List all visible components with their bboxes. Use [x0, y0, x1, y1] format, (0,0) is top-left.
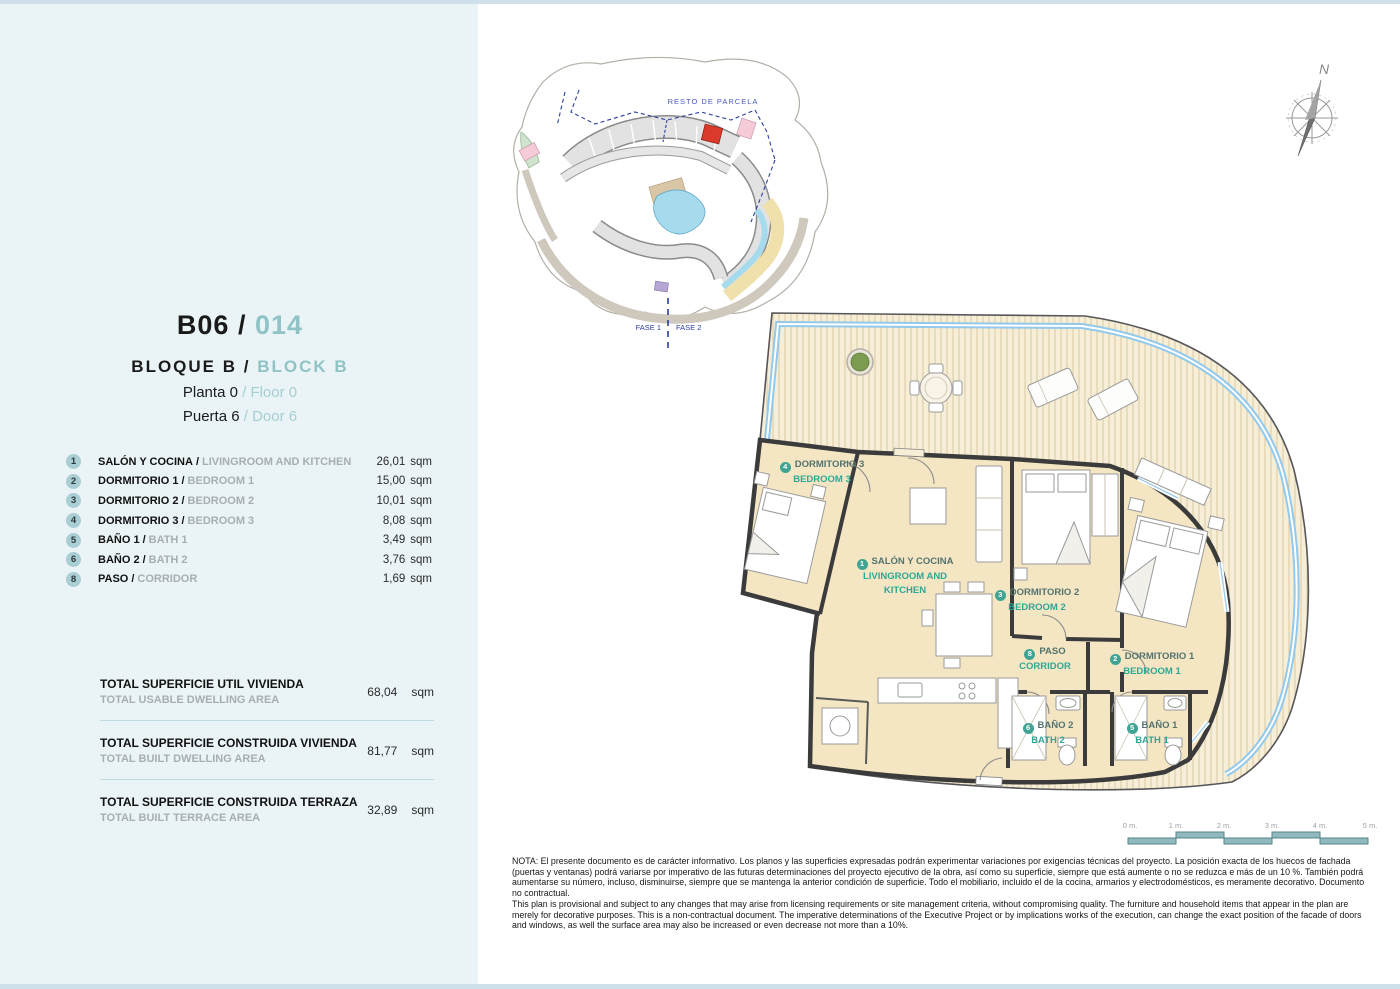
room-row: 3 DORMITORIO 2 / BEDROOM 2 10,01 sqm [66, 491, 432, 511]
floor-en: Floor 0 [250, 384, 298, 401]
room-name-en: BATH 1 [148, 534, 188, 547]
plan-label-bedroom3: 4 DORMITORIO 3 BEDROOM 3 [763, 458, 881, 487]
room-name-en: BEDROOM 3 [187, 514, 255, 527]
block-slash: / [243, 357, 251, 376]
floor-slash: / [242, 384, 247, 401]
total-unit: sqm [411, 685, 434, 699]
block-es: BLOQUE B [131, 357, 238, 376]
disclaimer-es: NOTA: El presente documento es de carácter informativo. Los planos y las superficies expresadas podrán experimentar variaciones por exigencias técnicas del proyecto. La posición exacta de los huecos de fachada (puertas y ventanas) podrá variarse por imperativo de las futuras determinaciones del proyecto ejecutivo de la obra, así como su superficie, siempre que está aumente o no se reduzca e más de un 10 %. También podrá aumentarse su número, incluso, disminuirse, siempre que se mantenga la anterior condición de superficie. Todo el mobiliario, incluido el de la cocina, armarios y electrodomésticos, es meramente decorativo. Documento no contractual. [512, 856, 1365, 899]
plan-label-bedroom1: 2 DORMITORIO 1 BEDROOM 1 [1077, 650, 1227, 679]
room-area-unit: sqm [410, 455, 432, 468]
room-area-value: 10,01 [376, 494, 406, 507]
scale-tick-labels [1123, 821, 1378, 830]
door-line [50, 408, 430, 425]
scale-bar [1122, 818, 1380, 852]
room-name-en: LIVINGROOM AND KITCHEN [202, 455, 352, 468]
room-number-badge: 8 [66, 572, 81, 587]
north-label: N [1319, 61, 1330, 77]
room-name-es: PASO [98, 573, 129, 586]
total-usable-area [100, 672, 434, 721]
totals-block [100, 672, 434, 838]
unit-title [50, 310, 430, 341]
svg-text:4 m.: 4 m. [1312, 821, 1328, 830]
room-name-es: BAÑO 1 [98, 534, 140, 547]
total-label-en: TOTAL BUILT DWELLING AREA [100, 753, 266, 765]
total-label-es: TOTAL SUPERFICIE CONSTRUIDA TERRAZA [100, 795, 358, 809]
plan-label-bath1: 5 BAÑO 1 BATH 1 [1077, 719, 1227, 748]
plan-label-corridor: 8 PASO CORRIDOR [1019, 646, 1071, 672]
room-row: 4 DORMITORIO 3 / BEDROOM 3 8,08 sqm [66, 511, 432, 531]
room-area-unit: sqm [410, 494, 432, 507]
total-value: 32,89 [367, 803, 398, 817]
disclaimer-note [512, 856, 1368, 931]
total-unit: sqm [411, 803, 434, 817]
room-area-value: 1,69 [382, 573, 406, 586]
room-area-unit: sqm [410, 553, 432, 566]
door-es: Puerta 6 [182, 408, 240, 425]
floor-es: Planta 0 [182, 384, 238, 401]
room-area-value: 8,08 [382, 514, 406, 527]
floor-line [50, 384, 430, 401]
room-number-badge: 4 [66, 513, 81, 528]
block-line [50, 357, 430, 377]
room-name-es: BAÑO 2 [98, 553, 140, 566]
room-number-badge: 2 [66, 474, 81, 489]
room-number-badge: 6 [66, 552, 81, 567]
disclaimer-en: This plan is provisional and subject to any changes that may arise from licensing requirements or site management criteria, without compromising quality. The furniture and household items that appear in the plan are merely for decorative purposes. This is a non-contractual document. The imperative determinations of the Executive Project or by implications works of the execution, can change the exact position of the facade of doors and windows, as well the surface area may also be increased or even decrease not more than a 10%. [512, 898, 1362, 931]
door-en: Door 6 [252, 408, 298, 425]
plant-pot [851, 353, 869, 371]
bottom-border-strip [0, 984, 1400, 989]
room-name-es: DORMITORIO 1 [98, 475, 179, 488]
title-slash: / [237, 310, 247, 340]
room-area-value: 26,01 [376, 455, 406, 468]
plan-label-bath2: 6 BAÑO 2 BATH 2 [973, 719, 1123, 748]
resto-de-parcela-label: RESTO DE PARCELA [667, 97, 759, 106]
room-name-es: DORMITORIO 3 [98, 514, 179, 527]
total-label-en: TOTAL BUILT TERRACE AREA [100, 812, 261, 824]
room-row: 2 DORMITORIO 1 / BEDROOM 1 15,00 sqm [66, 472, 432, 492]
room-area-list [66, 452, 432, 589]
total-built-terrace-area [100, 780, 434, 838]
plan-label-living-kitchen: 1 SALÓN Y COCINA LIVINGROOM AND KITCHEN [846, 555, 964, 598]
room-name-en: BATH 2 [148, 553, 188, 566]
svg-text:5 m.: 5 m. [1362, 821, 1378, 830]
room-name-es: SALÓN Y COCINA [98, 455, 193, 468]
unit-code: B06 [176, 310, 230, 340]
unit-number: 014 [255, 310, 304, 340]
room-name-en: CORRIDOR [137, 573, 198, 586]
total-value: 81,77 [367, 744, 398, 758]
room-area-value: 3,49 [382, 534, 406, 547]
info-sidebar [0, 4, 478, 984]
room-number-badge: 5 [66, 533, 81, 548]
plan-label-bedroom2: 3 DORMITORIO 2 BEDROOM 2 [962, 586, 1112, 615]
room-name-en: BEDROOM 2 [187, 494, 255, 507]
total-label-es: TOTAL SUPERFICIE CONSTRUIDA VIVIENDA [100, 736, 357, 750]
room-row: 1 SALÓN Y COCINA / LIVINGROOM AND KITCHEN 26,01 sqm [66, 452, 432, 472]
apartment-floor-plan [740, 300, 1320, 800]
room-area-unit: sqm [410, 475, 432, 488]
total-label-es: TOTAL SUPERFICIE UTIL VIVIENDA [100, 677, 304, 691]
room-area-value: 3,76 [382, 553, 406, 566]
room-name-es: DORMITORIO 2 [98, 494, 179, 507]
room-area-unit: sqm [410, 514, 432, 527]
room-row: 6 BAÑO 2 / BATH 2 3,76 sqm [66, 550, 432, 570]
room-number-badge: 1 [66, 454, 81, 469]
room-area-value: 15,00 [376, 475, 406, 488]
block-en: BLOCK B [257, 357, 349, 376]
room-row: 8 PASO / CORRIDOR 1,69 sqm [66, 570, 432, 590]
unit-title-block [50, 310, 430, 425]
svg-text:0 m.: 0 m. [1122, 821, 1138, 830]
fase-2-label: FASE 2 [676, 323, 702, 332]
scale-bar-steps [1128, 832, 1368, 844]
door-slash: / [243, 408, 248, 425]
svg-text:3 m.: 3 m. [1264, 821, 1280, 830]
room-area-unit: sqm [410, 573, 432, 586]
svg-text:1 m.: 1 m. [1168, 821, 1184, 830]
total-built-dwelling-area [100, 721, 434, 780]
fase-1-label: FASE 1 [635, 323, 661, 332]
total-value: 68,04 [367, 685, 398, 699]
compass-rose [1275, 58, 1353, 166]
room-area-unit: sqm [410, 534, 432, 547]
svg-text:2 m.: 2 m. [1216, 821, 1232, 830]
total-unit: sqm [411, 744, 434, 758]
room-row: 5 BAÑO 1 / BATH 1 3,49 sqm [66, 530, 432, 550]
total-label-en: TOTAL USABLE DWELLING AREA [100, 694, 280, 706]
room-number-badge: 3 [66, 493, 81, 508]
room-name-en: BEDROOM 1 [187, 475, 255, 488]
